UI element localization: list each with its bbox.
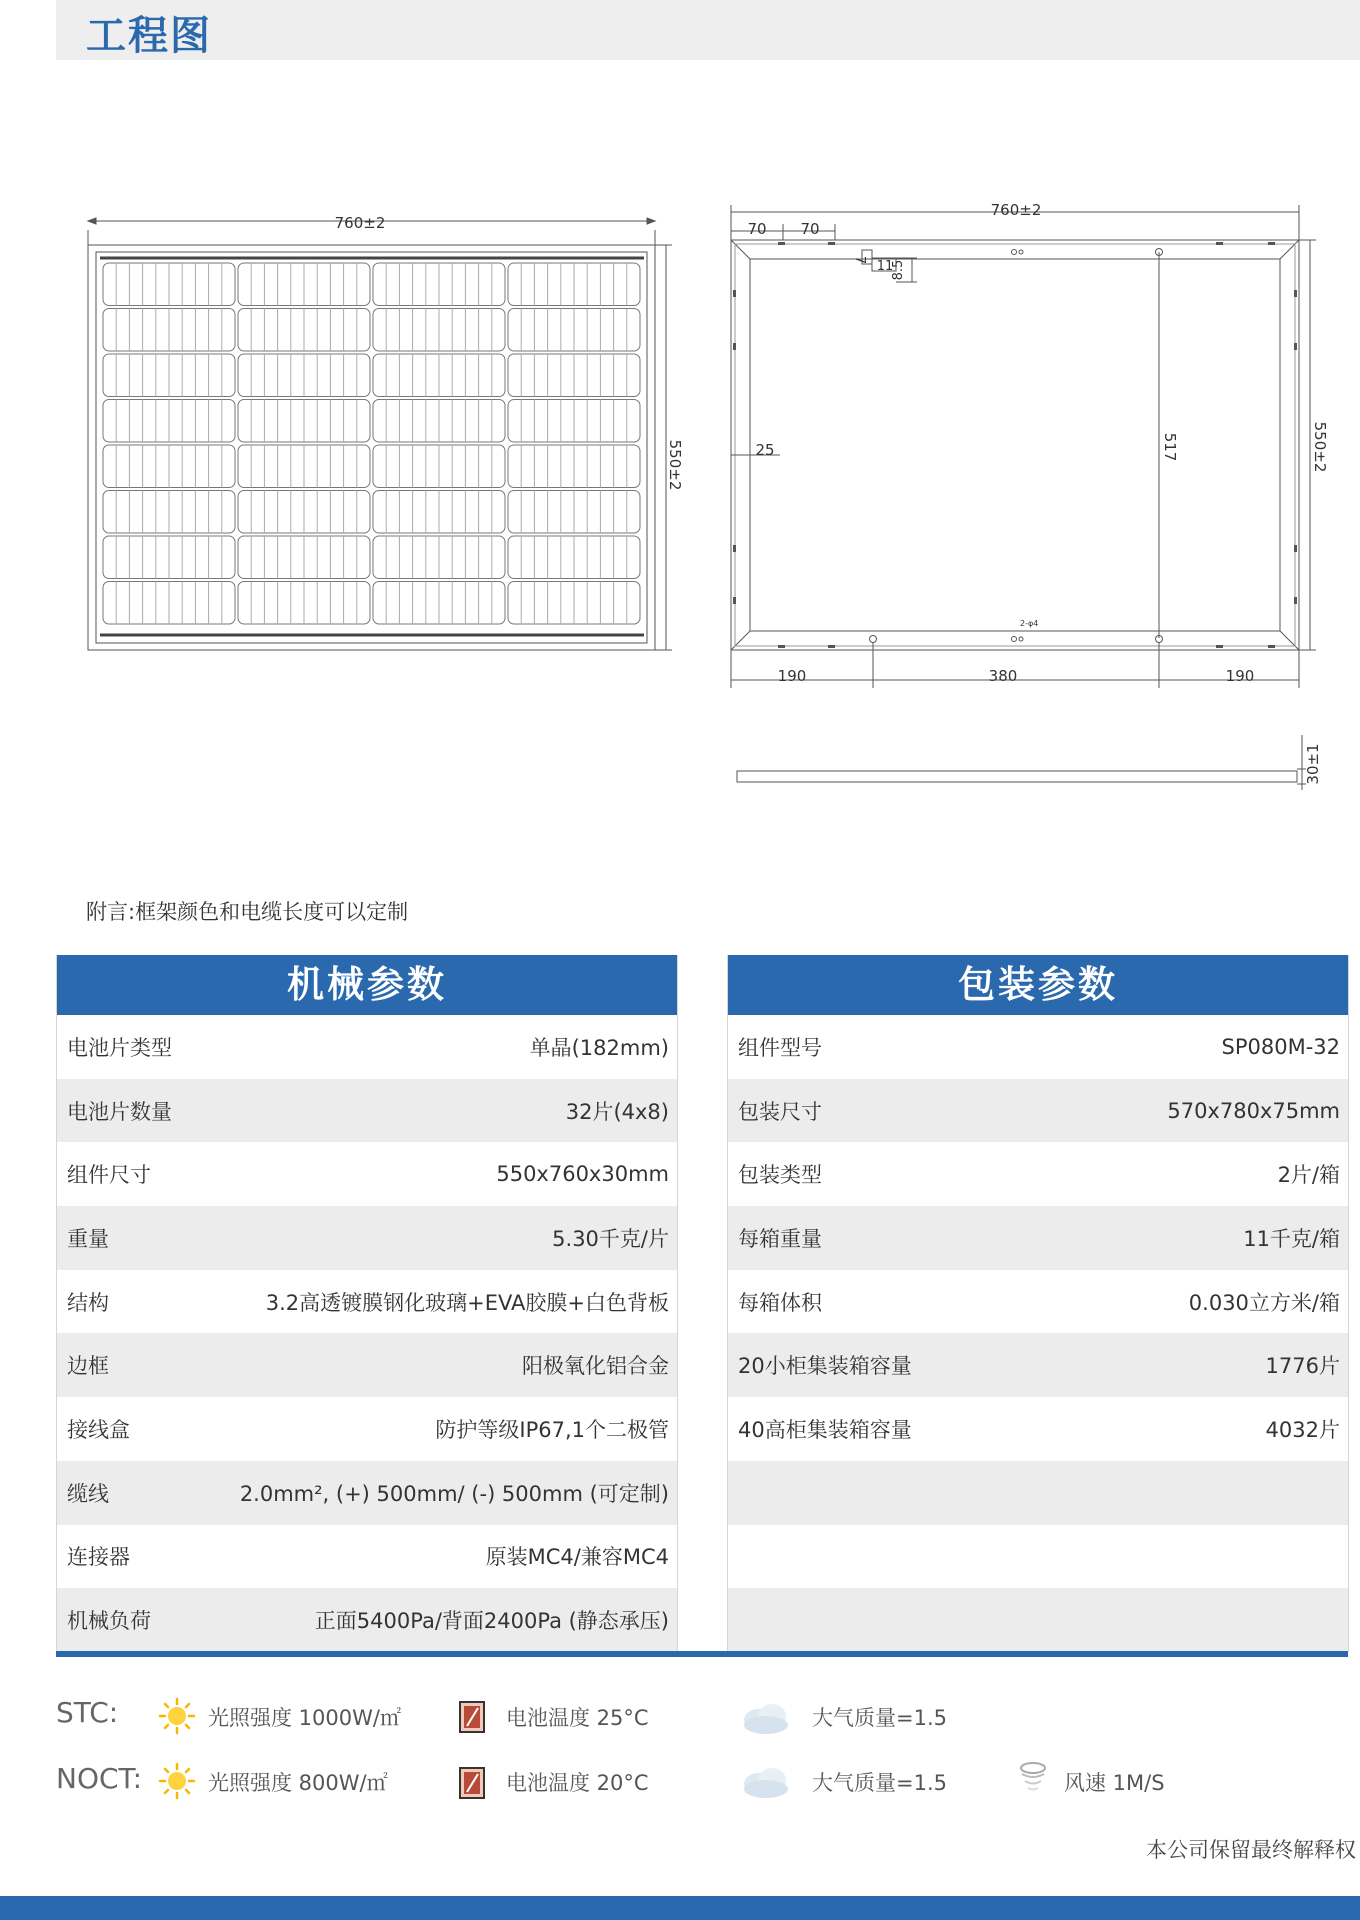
row-label: 重量 — [67, 1226, 109, 1251]
sun-icon — [158, 1697, 196, 1735]
row-label: 20小柜集装箱容量 — [738, 1354, 912, 1379]
thermometer-icon — [456, 1764, 490, 1804]
row-value: 5.30千克/片 — [552, 1226, 669, 1251]
row-value: 防护等级IP67,1个二极管 — [435, 1417, 669, 1442]
row-label: 40高柜集装箱容量 — [738, 1417, 912, 1442]
back-view — [731, 205, 1316, 688]
stc-cell-temp: 电池温度 25°C — [506, 1706, 649, 1730]
back-dim-70b: 70 — [800, 220, 820, 238]
back-dim-190-left: 190 — [777, 667, 807, 685]
row-label: 组件尺寸 — [67, 1163, 151, 1188]
row-label: 组件型号 — [738, 1035, 822, 1060]
row-value: 3.2高透镀膜钢化玻璃+EVA胶膜+白色背板 — [265, 1290, 669, 1315]
footer-bar — [0, 1896, 1360, 1920]
table-row — [728, 1142, 1348, 1206]
row-value: SP080M-32 — [1221, 1034, 1340, 1059]
row-label: 接线盒 — [67, 1417, 130, 1442]
side-thickness-label: 30±1 — [1304, 743, 1322, 785]
stc-air-mass: 大气质量=1.5 — [812, 1706, 947, 1730]
back-dim-7: 7 — [852, 255, 867, 265]
table-bottom-rule — [56, 1651, 1348, 1657]
row-label: 连接器 — [67, 1545, 130, 1570]
back-height-label: 550±2 — [1311, 421, 1329, 473]
mechanical-title: 机械参数 — [57, 955, 677, 1015]
table-row — [728, 1397, 1348, 1461]
back-dim-380: 380 — [988, 667, 1018, 685]
thermometer-icon — [456, 1698, 490, 1738]
noct-label: NOCT: — [56, 1762, 142, 1795]
table-row — [728, 1333, 1348, 1397]
back-dim-8-5: 8.5 — [891, 259, 906, 281]
back-dim-11: 11 — [876, 259, 894, 274]
table-row — [728, 1588, 1348, 1652]
footer-disclaimer: 本公司保留最终解释权 — [1146, 1838, 1356, 1862]
row-value: 2片/箱 — [1277, 1163, 1340, 1188]
row-value: 1776片 — [1265, 1354, 1340, 1379]
table-row — [57, 1461, 677, 1525]
noct-irradiance: 光照强度 800W/㎡ — [208, 1771, 388, 1795]
row-value: 570x780x75mm — [1167, 1098, 1340, 1123]
table-row — [57, 1206, 677, 1270]
table-row — [57, 1588, 677, 1652]
row-label: 电池片类型 — [67, 1035, 172, 1060]
table-row — [57, 1015, 677, 1079]
row-value: 4032片 — [1265, 1417, 1340, 1442]
side-view — [737, 735, 1306, 790]
front-height-label: 550±2 — [666, 439, 684, 491]
noct-cell-temp: 电池温度 20°C — [506, 1771, 649, 1795]
noct-wind: 风速 1M/S — [1064, 1771, 1165, 1795]
noct-air-mass: 大气质量=1.5 — [812, 1771, 947, 1795]
cloud-icon — [738, 1700, 794, 1736]
back-dim-517: 517 — [1161, 432, 1179, 462]
table-row — [728, 1525, 1348, 1589]
stc-label: STC: — [56, 1696, 119, 1729]
front-view — [88, 218, 672, 650]
row-value: 正面5400Pa/背面2400Pa (静态承压) — [314, 1609, 669, 1634]
page-title: 工程图 — [86, 13, 212, 59]
table-row — [728, 1270, 1348, 1334]
front-width-label: 760±2 — [334, 214, 386, 232]
table-row — [728, 1461, 1348, 1525]
wind-icon — [1016, 1760, 1050, 1798]
table-row — [728, 1015, 1348, 1079]
table-row — [57, 1333, 677, 1397]
table-row — [57, 1525, 677, 1589]
table-row — [57, 1079, 677, 1143]
table-row — [728, 1206, 1348, 1270]
row-value: 32片(4x8) — [565, 1099, 669, 1124]
row-label: 机械负荷 — [67, 1609, 151, 1634]
row-label: 结构 — [67, 1290, 109, 1315]
table-row — [57, 1397, 677, 1461]
row-value: 阳极氧化铝合金 — [522, 1354, 669, 1379]
row-value: 0.030立方米/箱 — [1188, 1290, 1340, 1315]
engineering-drawing — [0, 0, 1360, 800]
row-value: 原装MC4/兼容MC4 — [485, 1545, 669, 1570]
cloud-icon — [738, 1764, 794, 1800]
row-label: 边框 — [67, 1354, 109, 1379]
back-dim-70a: 70 — [747, 220, 767, 238]
packaging-table — [727, 955, 1349, 1652]
sun-icon — [158, 1762, 196, 1800]
stc-irradiance: 光照强度 1000W/㎡ — [208, 1706, 401, 1730]
table-row — [57, 1270, 677, 1334]
back-hole-note: 2-φ4 — [1020, 619, 1039, 628]
mechanical-table — [56, 955, 678, 1652]
back-width-label: 760±2 — [990, 201, 1042, 219]
row-value: 2.0mm², (+) 500mm/ (-) 500mm (可定制) — [239, 1481, 669, 1506]
packaging-title: 包装参数 — [728, 955, 1348, 1015]
row-value: 11千克/箱 — [1243, 1226, 1340, 1251]
back-dim-25: 25 — [755, 441, 775, 459]
row-label: 缆线 — [67, 1481, 109, 1506]
row-value: 单晶(182mm) — [529, 1035, 669, 1060]
row-label: 每箱重量 — [738, 1226, 822, 1251]
table-row — [57, 1142, 677, 1206]
row-label: 包装尺寸 — [738, 1099, 822, 1124]
row-value: 550x760x30mm — [496, 1162, 669, 1187]
row-label: 每箱体积 — [738, 1290, 822, 1315]
customization-note: 附言:框架颜色和电缆长度可以定制 — [86, 900, 409, 924]
table-row — [728, 1079, 1348, 1143]
row-label: 电池片数量 — [67, 1099, 172, 1124]
back-dim-190-right: 190 — [1225, 667, 1255, 685]
row-label: 包装类型 — [738, 1163, 822, 1188]
